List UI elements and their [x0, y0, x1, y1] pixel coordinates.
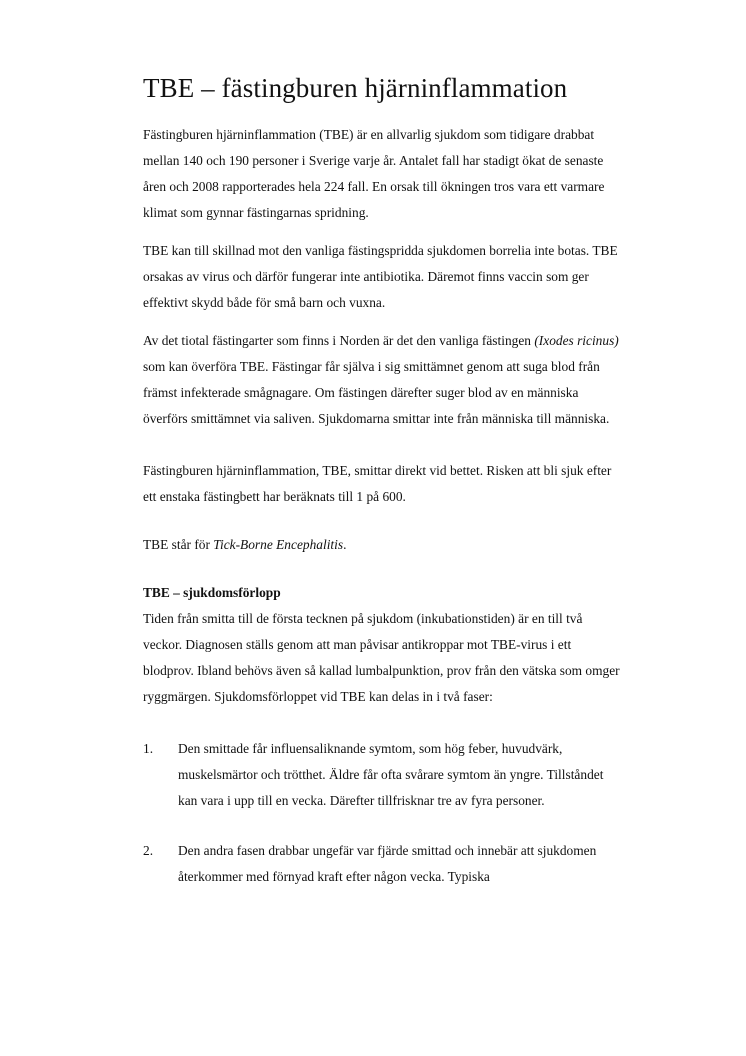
paragraph-intro: Fästingburen hjärninflammation (TBE) är en allvarlig sjukdom som tidigare drabbat mellan 140 och 190 personer i Sverige varje år. Antalet fall har stadigt ökat de senaste åren och 2008 rapporterades hela 224 fall. En orsak till ökningen tros vara ett varmare klimat som gynnar fästingarnas spridning. — [143, 127, 605, 220]
list-item-number: 1. — [143, 741, 154, 756]
species-name: (Ixodes ricinus) — [534, 333, 619, 348]
spacer — [143, 510, 623, 532]
list-item — [143, 736, 623, 814]
transmission-text-start: Av det tiotal fästingarter som finns i Norden är det den vanliga fästingen — [143, 333, 535, 348]
page-title: TBE – fästingburen hjärninflammation — [143, 73, 568, 103]
paragraph-abbreviation — [143, 532, 623, 558]
spacer — [143, 226, 623, 238]
document-page — [143, 70, 623, 890]
spacer — [143, 316, 623, 328]
spacer — [143, 432, 623, 458]
phase-list — [143, 736, 623, 890]
transmission-text-end: som kan överföra TBE. Fästingar får själva i sig smittämnet genom att suga blod från främst infekterade smågnagare. Om fästingen därefter suger blod av en människa överförs smittämnet via saliven. Sjukdomarna smittar inte från människa till människa. — [143, 359, 610, 426]
list-item-text: Den smittade får influensaliknande symtom, som hög feber, huvudvärk, muskelsmärtor och trötthet. Äldre får ofta svårare symtom än yngre. Tillståndet kan vara i upp till en vecka. Därefter tillfrisknar tre av fyra personer. — [178, 741, 604, 808]
paragraph-treatment: TBE kan till skillnad mot den vanliga fästingspridda sjukdomen borrelia inte botas. TBE orsakas av virus och därför fungerar inte antibiotika. Däremot finns vaccin som ger effektivt skydd både för små barn och vuxna. — [143, 243, 618, 310]
list-item-number: 2. — [143, 843, 154, 858]
spacer — [143, 710, 623, 736]
section-intro: Tiden från smitta till de första tecknen på sjukdom (inkubationstiden) är en till två veckor. Diagnosen ställs genom att man påvisar antikroppar mot TBE-virus i ett blodprov. Ibland behövs även så kallad lumbalpunktion, prov från den vätska som omger ryggmärgen. Sjukdomsförloppet vid TBE kan delas in i två faser: — [143, 611, 620, 704]
list-item — [143, 838, 623, 890]
list-item-text: Den andra fasen drabbar ungefär var fjärde smittad och innebär att sjukdomen återkommer med förnyad kraft efter någon vecka. Typiska — [178, 843, 597, 884]
abbreviation-text-start: TBE står för — [143, 537, 214, 552]
abbreviation-term: Tick-Borne Encephalitis — [213, 537, 344, 552]
abbreviation-text-end: . — [343, 537, 347, 552]
paragraph-risk: Fästingburen hjärninflammation, TBE, smittar direkt vid bettet. Risken att bli sjuk efter ett enstaka fästingbett har beräknats till 1 på 600. — [143, 463, 612, 504]
paragraph-transmission — [143, 328, 623, 432]
spacer — [143, 558, 623, 580]
section-heading: TBE – sjukdomsförlopp — [143, 585, 281, 600]
spacer — [143, 814, 623, 838]
